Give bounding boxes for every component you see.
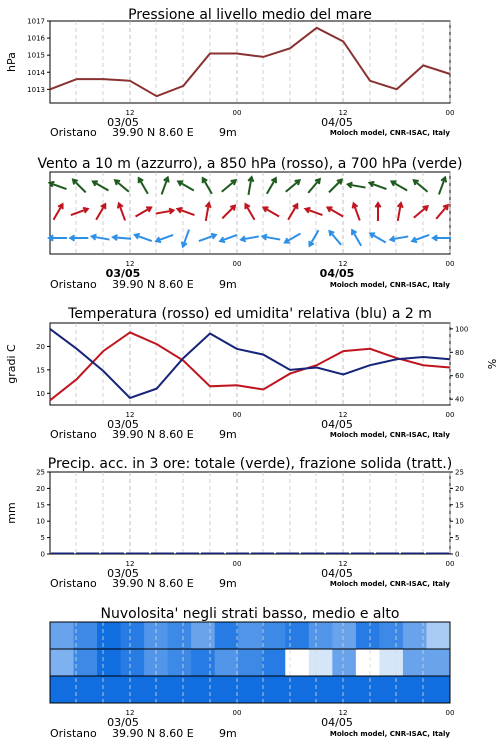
wind-arrow (310, 230, 319, 246)
temperature-ylabel: gradi C (5, 344, 18, 384)
pressure-ytick-label: 1016 (27, 34, 45, 43)
precip-time-tick: 00 (232, 560, 242, 568)
temperature-ytick-label: 20 (36, 342, 45, 351)
precip-station-elev: 9m (219, 577, 237, 590)
wind-arrow (93, 182, 109, 191)
temperature-ytick-right-label: 100 (455, 325, 469, 334)
wind-arrow (115, 180, 129, 192)
cloud-cell (74, 676, 98, 703)
precip-date-label: 03/05 (107, 567, 139, 580)
cloud-cell (426, 676, 450, 703)
cloud-cell (191, 622, 215, 649)
precip-ytick-label: 0 (40, 550, 45, 559)
cloud-cell (97, 622, 121, 649)
cloud-cell (332, 676, 356, 703)
wind-arrow (178, 182, 194, 191)
temperature-ytick-label: 15 (36, 366, 45, 375)
cloud-time-tick: 12 (125, 709, 135, 717)
cloud-time-tick: 00 (232, 709, 242, 717)
wind-arrow (139, 178, 148, 194)
wind-arrow (370, 234, 386, 243)
temperature-station-coords: 39.90 N 8.60 E (112, 428, 194, 441)
precip-ytick-right-label: 0 (455, 550, 460, 559)
cloud-cell (332, 622, 356, 649)
wind-station-coords: 39.90 N 8.60 E (112, 278, 194, 291)
cloud-cell (262, 649, 286, 676)
wind-arrow (96, 204, 105, 220)
precip-bar (326, 553, 349, 555)
precip-ytick-label: 20 (36, 484, 45, 493)
temperature-model-credit: Moloch model, CNR-ISAC, Italy (329, 431, 450, 439)
wind-arrow (54, 204, 63, 220)
precip-bar (176, 553, 199, 555)
wind-arrow (267, 178, 276, 194)
cloud-cell (379, 649, 403, 676)
pressure-ytick-label: 1015 (27, 51, 45, 60)
pressure-station-elev: 9m (219, 126, 237, 139)
pressure-time-tick: 12 (125, 109, 135, 117)
pressure-ytick-label: 1013 (27, 85, 45, 94)
precip-ytick-right-label: 25 (455, 468, 464, 477)
temperature-ytick-right-label: 60 (455, 372, 464, 381)
precip-ytick-label: 5 (40, 534, 45, 543)
cloud-cell (309, 622, 333, 649)
wind-arrow (288, 204, 297, 220)
precip-bar (126, 553, 149, 555)
cloud-cell (97, 649, 121, 676)
cloud-cell (74, 649, 98, 676)
temperature-time-tick: 12 (338, 411, 348, 419)
cloud-cell (356, 622, 380, 649)
temperature-title: Temperatura (rosso) ed umidita' relativa (blu) a 2 m (68, 306, 432, 322)
cloud-cell (215, 676, 239, 703)
cloud-cell (191, 676, 215, 703)
cloud-station-coords: 39.90 N 8.60 E (112, 727, 194, 740)
pressure-time-tick: 00 (445, 109, 455, 117)
cloud-cell (215, 649, 239, 676)
cloud-cell (379, 676, 403, 703)
precip-bar (276, 553, 299, 555)
temperature-series-line (50, 332, 450, 400)
wind-arrow (392, 182, 408, 191)
cloud-cell (50, 676, 74, 703)
precip-time-tick: 12 (125, 560, 135, 568)
temperature-time-tick: 00 (445, 411, 455, 419)
cloud-cell (97, 676, 121, 703)
precip-date-label: 04/05 (321, 567, 353, 580)
wind-arrow (329, 180, 342, 193)
precip-model-credit: Moloch model, CNR-ISAC, Italy (329, 580, 450, 588)
precip-bar (426, 553, 449, 555)
wind-time-tick: 00 (445, 260, 455, 268)
precip-bar (251, 553, 274, 555)
wind-date-label: 03/05 (105, 267, 141, 280)
pressure-frame (50, 21, 450, 103)
cloud-cell (168, 676, 192, 703)
precip-bar (351, 553, 374, 555)
cloud-cell (168, 622, 192, 649)
precip-ytick-label: 10 (36, 517, 45, 526)
wind-arrow (285, 234, 301, 243)
precip-title: Precip. acc. in 3 ore: totale (verde), frazione solida (tratt.) (47, 456, 453, 472)
temperature-ytick-label: 10 (36, 389, 45, 398)
precip-ylabel: mm (5, 502, 18, 524)
precip-bar (376, 553, 399, 555)
cloud-cell (50, 649, 74, 676)
wind-station-name: Oristano (50, 278, 97, 291)
cloud-time-tick: 00 (445, 709, 455, 717)
cloud-date-label: 03/05 (107, 716, 139, 729)
precip-bar (226, 553, 249, 555)
cloud-cell (121, 649, 145, 676)
temperature-ytick-right-label: 80 (455, 348, 464, 357)
wind-station-elev: 9m (219, 278, 237, 291)
temperature-station-name: Oristano (50, 428, 97, 441)
cloud-cell (285, 676, 309, 703)
wind-arrow (286, 180, 300, 192)
precip-bar (51, 553, 74, 555)
cloud-cell (379, 622, 403, 649)
precip-frame (50, 472, 450, 554)
wind-arrow (414, 206, 428, 218)
cloud-station-elev: 9m (219, 727, 237, 740)
wind-model-credit: Moloch model, CNR-ISAC, Italy (329, 281, 450, 289)
cloud-cell (238, 649, 262, 676)
cloud-cell (356, 649, 380, 676)
cloud-cell (262, 622, 286, 649)
precip-bar (151, 553, 174, 555)
temperature-frame (50, 323, 450, 405)
cloud-cell (426, 649, 450, 676)
cloud-cell (74, 622, 98, 649)
cloud-cell (238, 676, 262, 703)
cloud-cell (309, 676, 333, 703)
wind-arrow (246, 204, 255, 220)
cloud-cell (168, 649, 192, 676)
cloud-cell (426, 622, 450, 649)
temperature-ylabel-right: % (485, 358, 498, 370)
precip-station-name: Oristano (50, 577, 97, 590)
cloud-cell (121, 622, 145, 649)
pressure-date-label: 04/05 (321, 116, 353, 129)
wind-arrow (264, 208, 280, 217)
wind-time-tick: 12 (125, 260, 135, 268)
wind-arrow (308, 179, 320, 193)
precip-time-tick: 12 (338, 560, 348, 568)
wind-arrow (136, 208, 152, 217)
pressure-title: Pressione al livello medio del mare (128, 7, 372, 23)
temperature-date-label: 03/05 (107, 418, 139, 431)
wind-arrow (222, 206, 235, 219)
precip-ytick-right-label: 5 (455, 534, 460, 543)
wind-time-tick: 00 (232, 260, 242, 268)
precip-ytick-right-label: 15 (455, 501, 464, 510)
wind-title: Vento a 10 m (azzurro), a 850 hPa (rosso), a 700 hPa (verde) (37, 156, 463, 172)
cloud-cell (191, 649, 215, 676)
cloud-cell (285, 622, 309, 649)
cloud-cell (238, 622, 262, 649)
pressure-ytick-label: 1014 (27, 68, 45, 77)
precip-bar (201, 553, 224, 555)
cloud-cell (285, 649, 309, 676)
cloud-cell (121, 676, 145, 703)
cloud-model-credit: Moloch model, CNR-ISAC, Italy (329, 730, 450, 738)
precip-ytick-right-label: 10 (455, 517, 464, 526)
precip-bar (101, 553, 124, 555)
temperature-time-tick: 00 (232, 411, 242, 419)
cloud-cell (309, 649, 333, 676)
precip-bar (401, 553, 424, 555)
precip-bar (76, 553, 99, 555)
pressure-ylabel: hPa (5, 52, 18, 72)
wind-date-label: 04/05 (319, 267, 355, 280)
cloud-date-label: 04/05 (321, 716, 353, 729)
pressure-time-tick: 12 (338, 109, 348, 117)
precip-ytick-label: 25 (36, 468, 45, 477)
wind-time-tick: 12 (338, 260, 348, 268)
temperature-time-tick: 12 (125, 411, 135, 419)
cloud-cell (262, 676, 286, 703)
temperature-date-label: 04/05 (321, 418, 353, 431)
pressure-time-tick: 00 (232, 109, 242, 117)
wind-arrow (414, 180, 428, 192)
cloud-cell (215, 622, 239, 649)
precip-bar (301, 553, 324, 555)
precip-ytick-right-label: 20 (455, 484, 464, 493)
precip-time-tick: 00 (445, 560, 455, 568)
temperature-ytick-right-label: 40 (455, 395, 464, 404)
wind-arrow (73, 180, 86, 193)
wind-arrow (330, 231, 342, 245)
precip-station-coords: 39.90 N 8.60 E (112, 577, 194, 590)
precip-ytick-label: 15 (36, 501, 45, 510)
cloud-time-tick: 12 (338, 709, 348, 717)
wind-arrow (222, 180, 236, 192)
pressure-station-coords: 39.90 N 8.60 E (112, 126, 194, 139)
wind-arrow (328, 208, 344, 217)
pressure-ytick-label: 1017 (27, 17, 45, 26)
cloud-cell (50, 622, 74, 649)
pressure-model-credit: Moloch model, CNR-ISAC, Italy (329, 129, 450, 137)
wind-arrow (352, 230, 361, 246)
wind-arrow (436, 205, 448, 219)
cloud-cell (356, 676, 380, 703)
pressure-station-name: Oristano (50, 126, 97, 139)
pressure-series-line (50, 28, 450, 96)
cloud-station-name: Oristano (50, 727, 97, 740)
pressure-date-label: 03/05 (107, 116, 139, 129)
wind-arrow (203, 178, 212, 194)
temperature-station-elev: 9m (219, 428, 237, 441)
cloud-cell (332, 649, 356, 676)
cloud-title: Nuvolosita' negli strati basso, medio e alto (100, 606, 400, 622)
